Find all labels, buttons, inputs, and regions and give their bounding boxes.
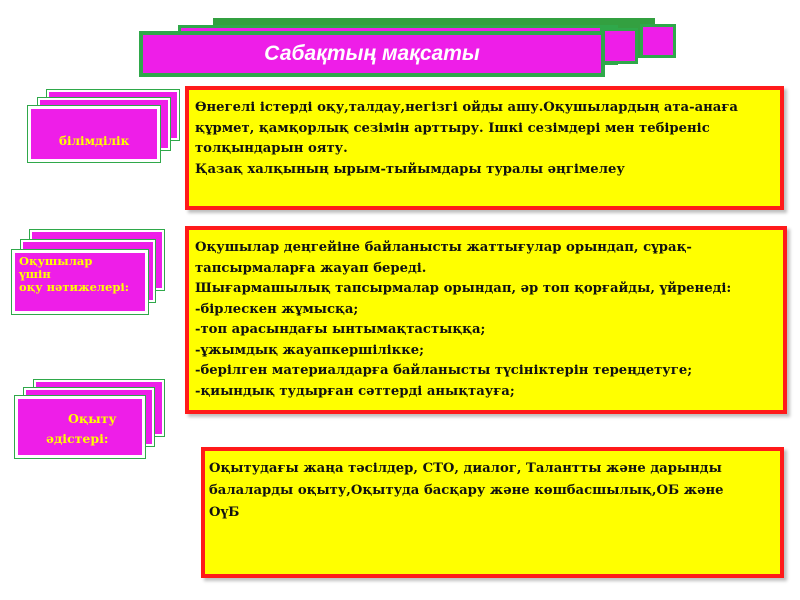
title-square-small	[640, 24, 676, 58]
goal-box	[185, 86, 784, 210]
tab-methods-label: Оқыту әдістері:	[46, 411, 117, 446]
tab-methods	[15, 396, 145, 458]
title-square-large	[600, 28, 638, 64]
tab-knowledge	[28, 106, 160, 162]
goal-text: Өнегелі істерді оқу,талдау,негізгі ойды ашу.Оқушылардың ата-анаға құрмет, қамқорлық сезімін арттыру. Ішкі сезімдері мен тебіреніс толқындарын ояту. Қазақ халқының ырым-тыйымдары туралы әңгімелеу	[195, 100, 738, 177]
outcomes-text: Оқушылар деңгейіне байланысты жаттығулар орындап, сұрақ- тапсырмаларға жауап береді. Шығармашылық тапсырмалар орындап, әр топ қорғайды, үйренеді: -бірлескен жұмысқа; -топ арасындағы ынтымақтастыққа; -ұжымдық жауапкершілікке; -берілген материалдарға байланысты түсініктерін тереңдетуге; -қиындық тудырған сәттерді анықтауға;	[195, 240, 732, 399]
title-banner	[139, 31, 605, 77]
tab-knowledge-label: білімділік	[59, 134, 130, 148]
tab-outcomes-label: Оқушылар үшін оқу нәтижелері:	[19, 254, 129, 294]
tab-outcomes	[12, 250, 148, 314]
outcomes-box	[185, 226, 787, 414]
methods-box	[201, 447, 784, 578]
page-title: Сабақтың мақсаты	[264, 42, 480, 65]
methods-text: Оқытудағы жаңа тәсілдер, СТО, диалог, Талантты және дарынды балаларды оқыту,Оқытуда басқару және көшбасшылық,ОБ және ОүБ	[209, 461, 724, 520]
